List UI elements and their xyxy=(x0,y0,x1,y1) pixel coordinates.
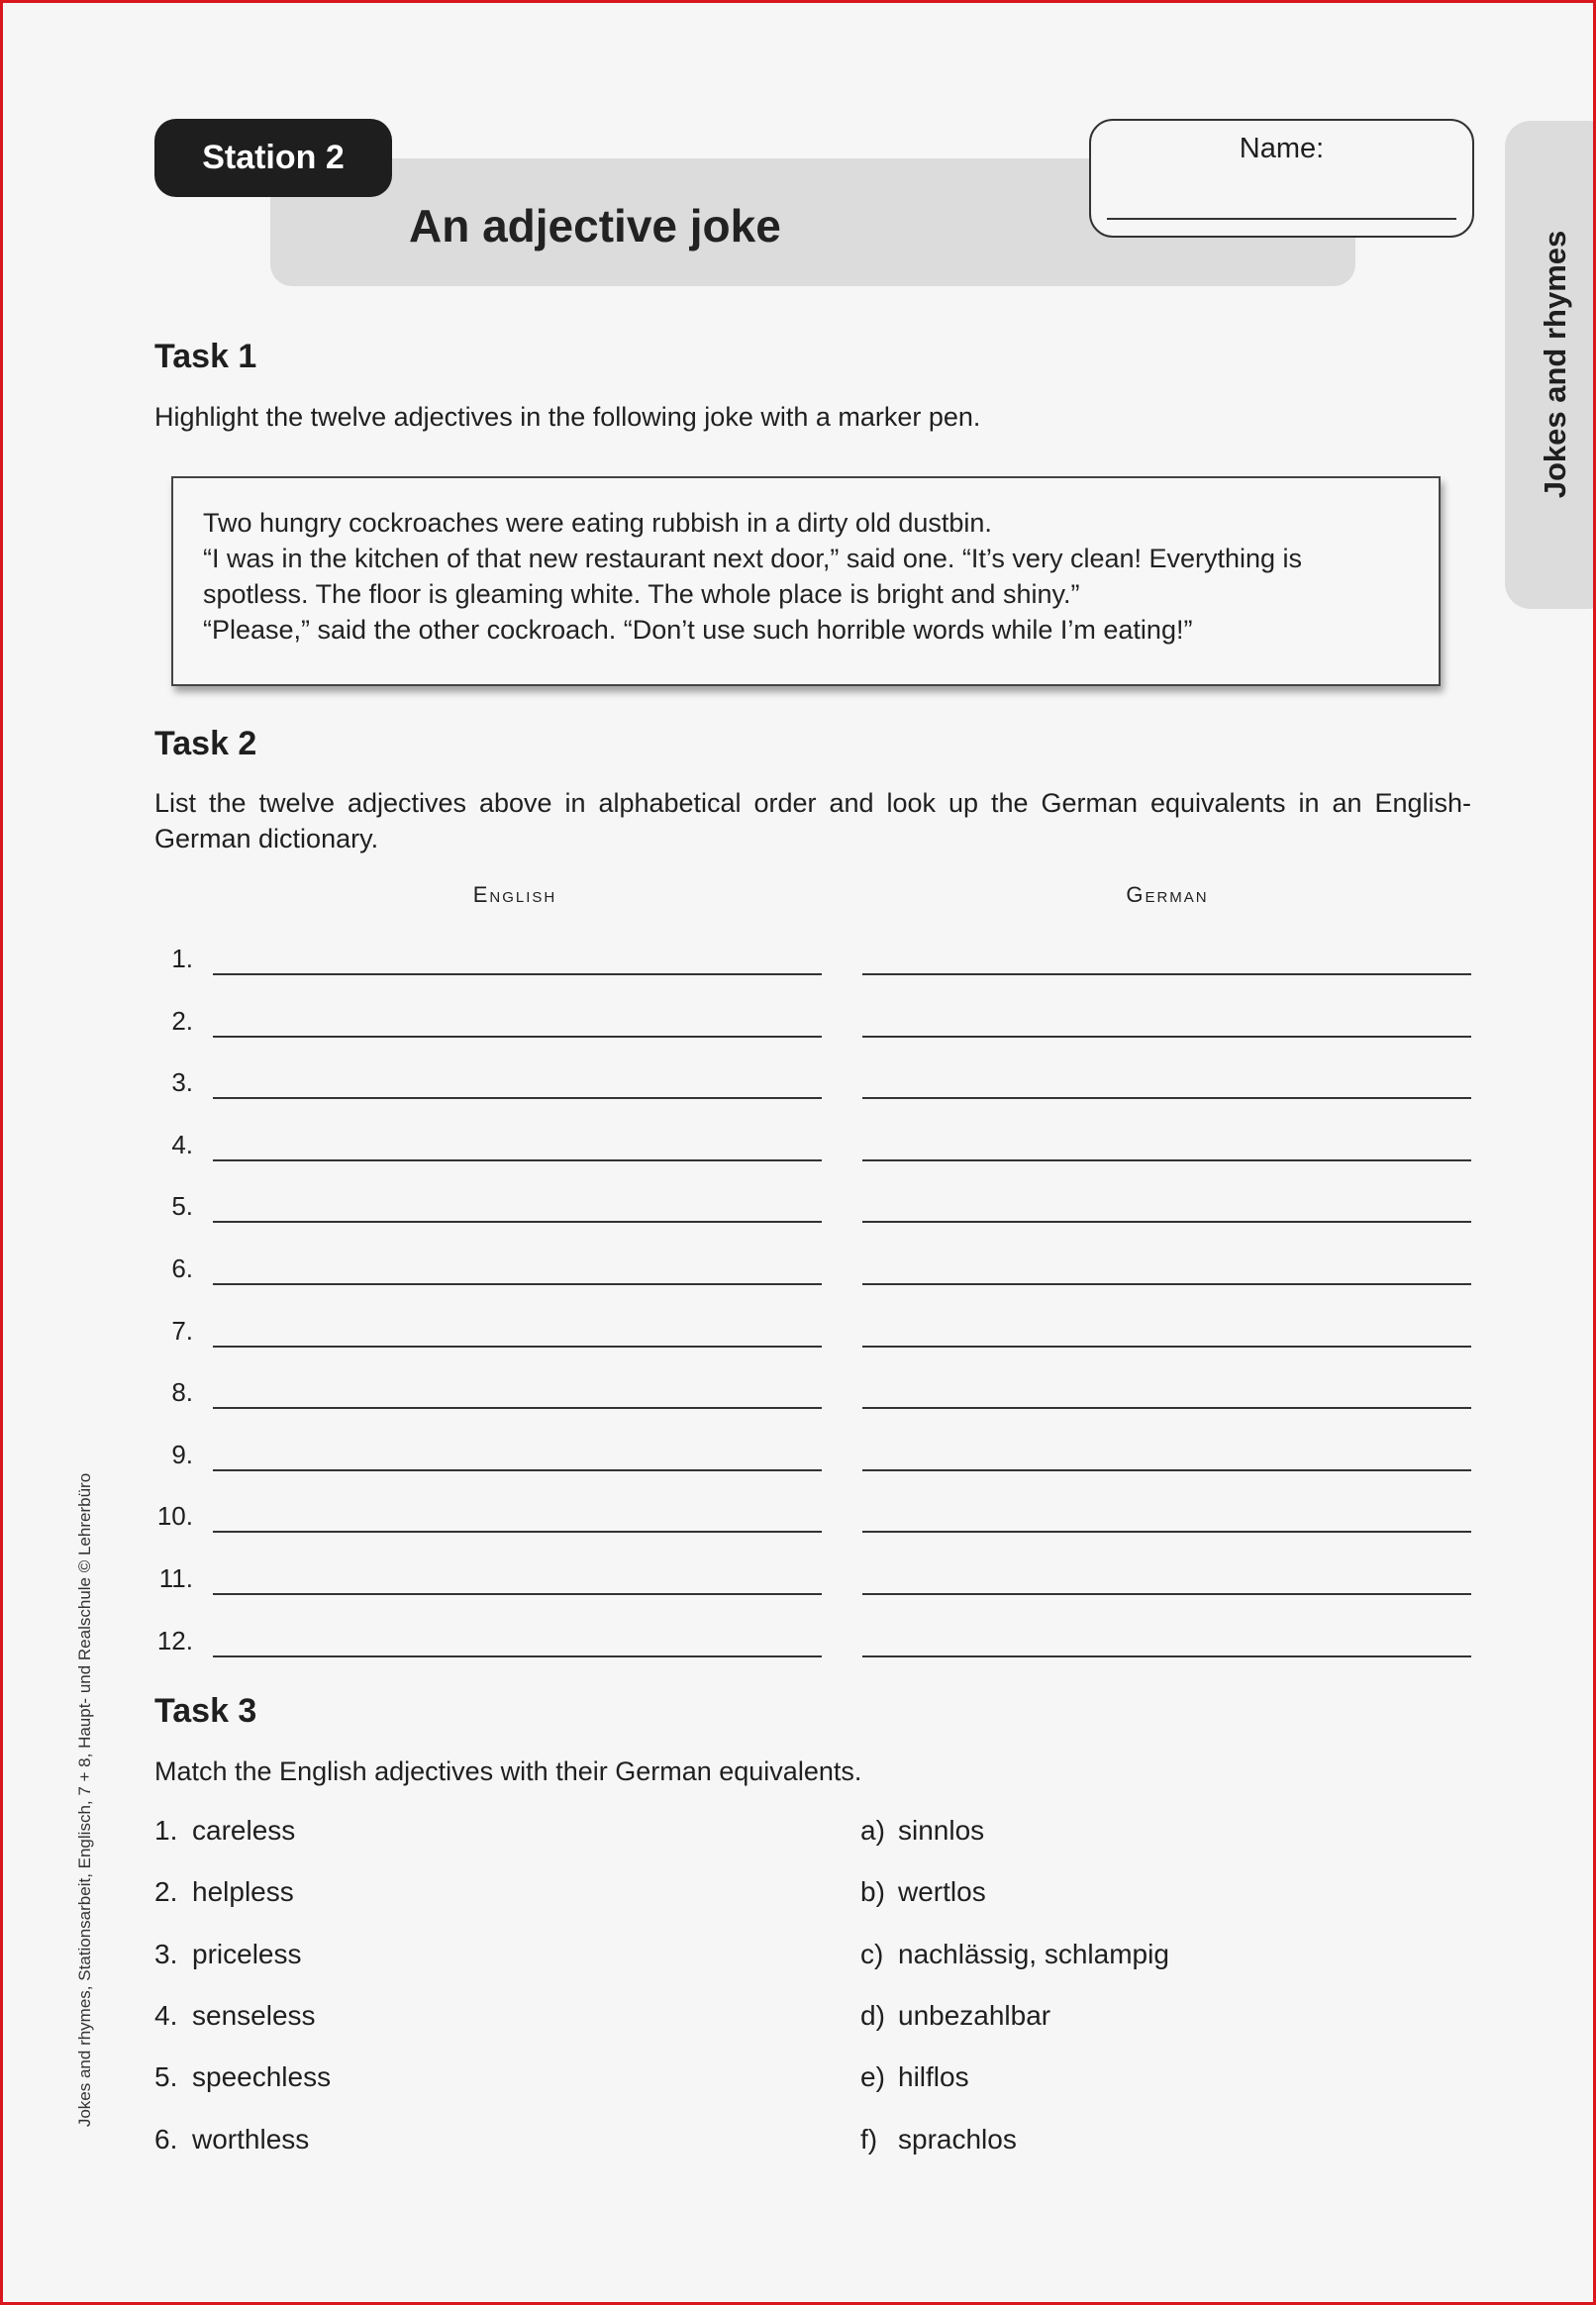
item-label: 1. xyxy=(154,1815,178,1846)
joke-box xyxy=(171,476,1441,686)
item-label: c) xyxy=(860,1939,884,1969)
task3-instruction: Match the English adjectives with their German equivalents. xyxy=(154,1756,862,1786)
german-answer-line[interactable] xyxy=(862,1283,1471,1285)
german-answer-line[interactable] xyxy=(862,1655,1471,1657)
item-word: worthless xyxy=(192,2124,310,2155)
item-word: helpless xyxy=(192,1876,294,1907)
vocab-row xyxy=(3,1006,1596,1046)
vocab-row xyxy=(3,1501,1596,1541)
german-answer-line[interactable] xyxy=(862,1469,1471,1471)
item-word: speechless xyxy=(192,2061,332,2092)
vocab-row-number: 4. xyxy=(171,1130,193,1159)
vocab-row xyxy=(3,1130,1596,1169)
english-adjective-item xyxy=(154,2124,309,2155)
german-answer-line[interactable] xyxy=(862,1097,1471,1099)
item-word: priceless xyxy=(192,1939,302,1969)
item-label: b) xyxy=(860,1876,885,1907)
english-answer-line[interactable] xyxy=(213,973,822,975)
vocab-row-number: 1. xyxy=(171,944,193,973)
vocab-row-number: 2. xyxy=(171,1006,193,1036)
english-answer-line[interactable] xyxy=(213,1531,822,1533)
item-label: d) xyxy=(860,2000,885,2031)
vocab-row-number: 11. xyxy=(158,1563,193,1593)
item-word: sprachlos xyxy=(898,2124,1017,2155)
vocab-row xyxy=(3,1377,1596,1417)
german-answer-line[interactable] xyxy=(862,1531,1471,1533)
german-equivalent-item xyxy=(860,2061,969,2093)
joke-line: “Please,” said the other cockroach. “Don’t use such horrible words while I’m eating!” xyxy=(203,615,1193,645)
vocab-row-number: 9. xyxy=(171,1440,193,1469)
vocab-row xyxy=(3,1626,1596,1665)
english-adjective-item xyxy=(154,1876,294,1908)
item-word: nachlässig, schlampig xyxy=(898,1939,1169,1969)
vocab-row xyxy=(3,1316,1596,1355)
name-label: Name: xyxy=(1239,133,1325,164)
vocab-row-number: 6. xyxy=(171,1253,193,1283)
german-answer-line[interactable] xyxy=(862,1036,1471,1038)
item-label: a) xyxy=(860,1815,885,1846)
english-answer-line[interactable] xyxy=(213,1283,822,1285)
item-label: 2. xyxy=(154,1876,178,1907)
german-answer-line[interactable] xyxy=(862,1159,1471,1161)
english-answer-line[interactable] xyxy=(213,1655,822,1657)
item-label: 3. xyxy=(154,1939,178,1969)
english-answer-line[interactable] xyxy=(213,1159,822,1161)
item-word: hilflos xyxy=(898,2061,969,2092)
vocab-row xyxy=(3,1253,1596,1293)
english-answer-line[interactable] xyxy=(213,1036,822,1038)
english-answer-line[interactable] xyxy=(213,1469,822,1471)
item-label: 6. xyxy=(154,2124,178,2155)
joke-line: spotless. The floor is gleaming white. The whole place is bright and shiny.” xyxy=(203,579,1080,609)
english-answer-line[interactable] xyxy=(213,1593,822,1595)
page-title: An adjective joke xyxy=(409,200,781,251)
german-equivalent-item xyxy=(860,1815,984,1847)
vocab-row-number: 10. xyxy=(156,1501,193,1531)
vocab-row xyxy=(3,1440,1596,1479)
joke-line: “I was in the kitchen of that new restaurant next door,” said one. “It’s very clean! Everything is xyxy=(203,544,1303,573)
column-header-german: German xyxy=(1126,882,1209,907)
task1-instruction: Highlight the twelve adjectives in the following joke with a marker pen. xyxy=(154,402,981,432)
name-field[interactable] xyxy=(1089,119,1474,238)
task2-instruction: List the twelve adjectives above in alphabetical order and look up the German equivalents in an English-German dictionary. xyxy=(154,788,1471,853)
english-adjective-item xyxy=(154,2061,331,2093)
item-label: 4. xyxy=(154,2000,178,2031)
item-word: sinnlos xyxy=(898,1815,985,1846)
vocab-row-number: 3. xyxy=(171,1067,193,1097)
english-adjective-item xyxy=(154,2000,316,2032)
item-label: 5. xyxy=(154,2061,178,2092)
side-tab-label: Jokes and rhymes xyxy=(1538,230,1572,499)
english-answer-line[interactable] xyxy=(213,1407,822,1409)
copyright-note: Jokes and rhymes, Stationsarbeit, Englisch, 7 + 8, Haupt- und Realschule © Lehrerbüro xyxy=(75,1472,94,2128)
vocab-row-number: 5. xyxy=(171,1191,193,1221)
german-answer-line[interactable] xyxy=(862,1346,1471,1348)
german-answer-line[interactable] xyxy=(862,973,1471,975)
item-word: senseless xyxy=(192,2000,316,2031)
item-label: f) xyxy=(860,2124,878,2155)
column-header-english: English xyxy=(472,882,557,907)
vocab-row-number: 7. xyxy=(171,1316,193,1346)
english-adjective-item xyxy=(154,1815,295,1847)
german-equivalent-item xyxy=(860,2000,1050,2032)
english-answer-line[interactable] xyxy=(213,1221,822,1223)
english-answer-line[interactable] xyxy=(213,1097,822,1099)
german-answer-line[interactable] xyxy=(862,1221,1471,1223)
english-answer-line[interactable] xyxy=(213,1346,822,1348)
task3-heading: Task 3 xyxy=(154,1692,257,1730)
item-label: e) xyxy=(860,2061,885,2092)
task1-heading: Task 1 xyxy=(154,338,257,375)
vocab-row xyxy=(3,1067,1596,1107)
german-answer-line[interactable] xyxy=(862,1407,1471,1409)
joke-line: Two hungry cockroaches were eating rubbish in a dirty old dustbin. xyxy=(203,508,992,538)
german-answer-line[interactable] xyxy=(862,1593,1471,1595)
vocab-row-number: 12. xyxy=(156,1626,193,1655)
german-equivalent-item xyxy=(860,1876,986,1908)
item-word: careless xyxy=(192,1815,296,1846)
name-write-line[interactable] xyxy=(1107,218,1456,220)
vocab-row-number: 8. xyxy=(171,1377,193,1407)
item-word: wertlos xyxy=(898,1876,986,1907)
vocab-row xyxy=(3,1563,1596,1603)
german-equivalent-item xyxy=(860,2124,1017,2155)
vocab-row xyxy=(3,944,1596,983)
vocab-row xyxy=(3,1191,1596,1231)
german-equivalent-item xyxy=(860,1939,1169,1970)
english-adjective-item xyxy=(154,1939,301,1970)
item-word: unbezahlbar xyxy=(898,2000,1051,2031)
task2-heading: Task 2 xyxy=(154,725,257,762)
station-badge: Station 2 xyxy=(154,119,392,197)
